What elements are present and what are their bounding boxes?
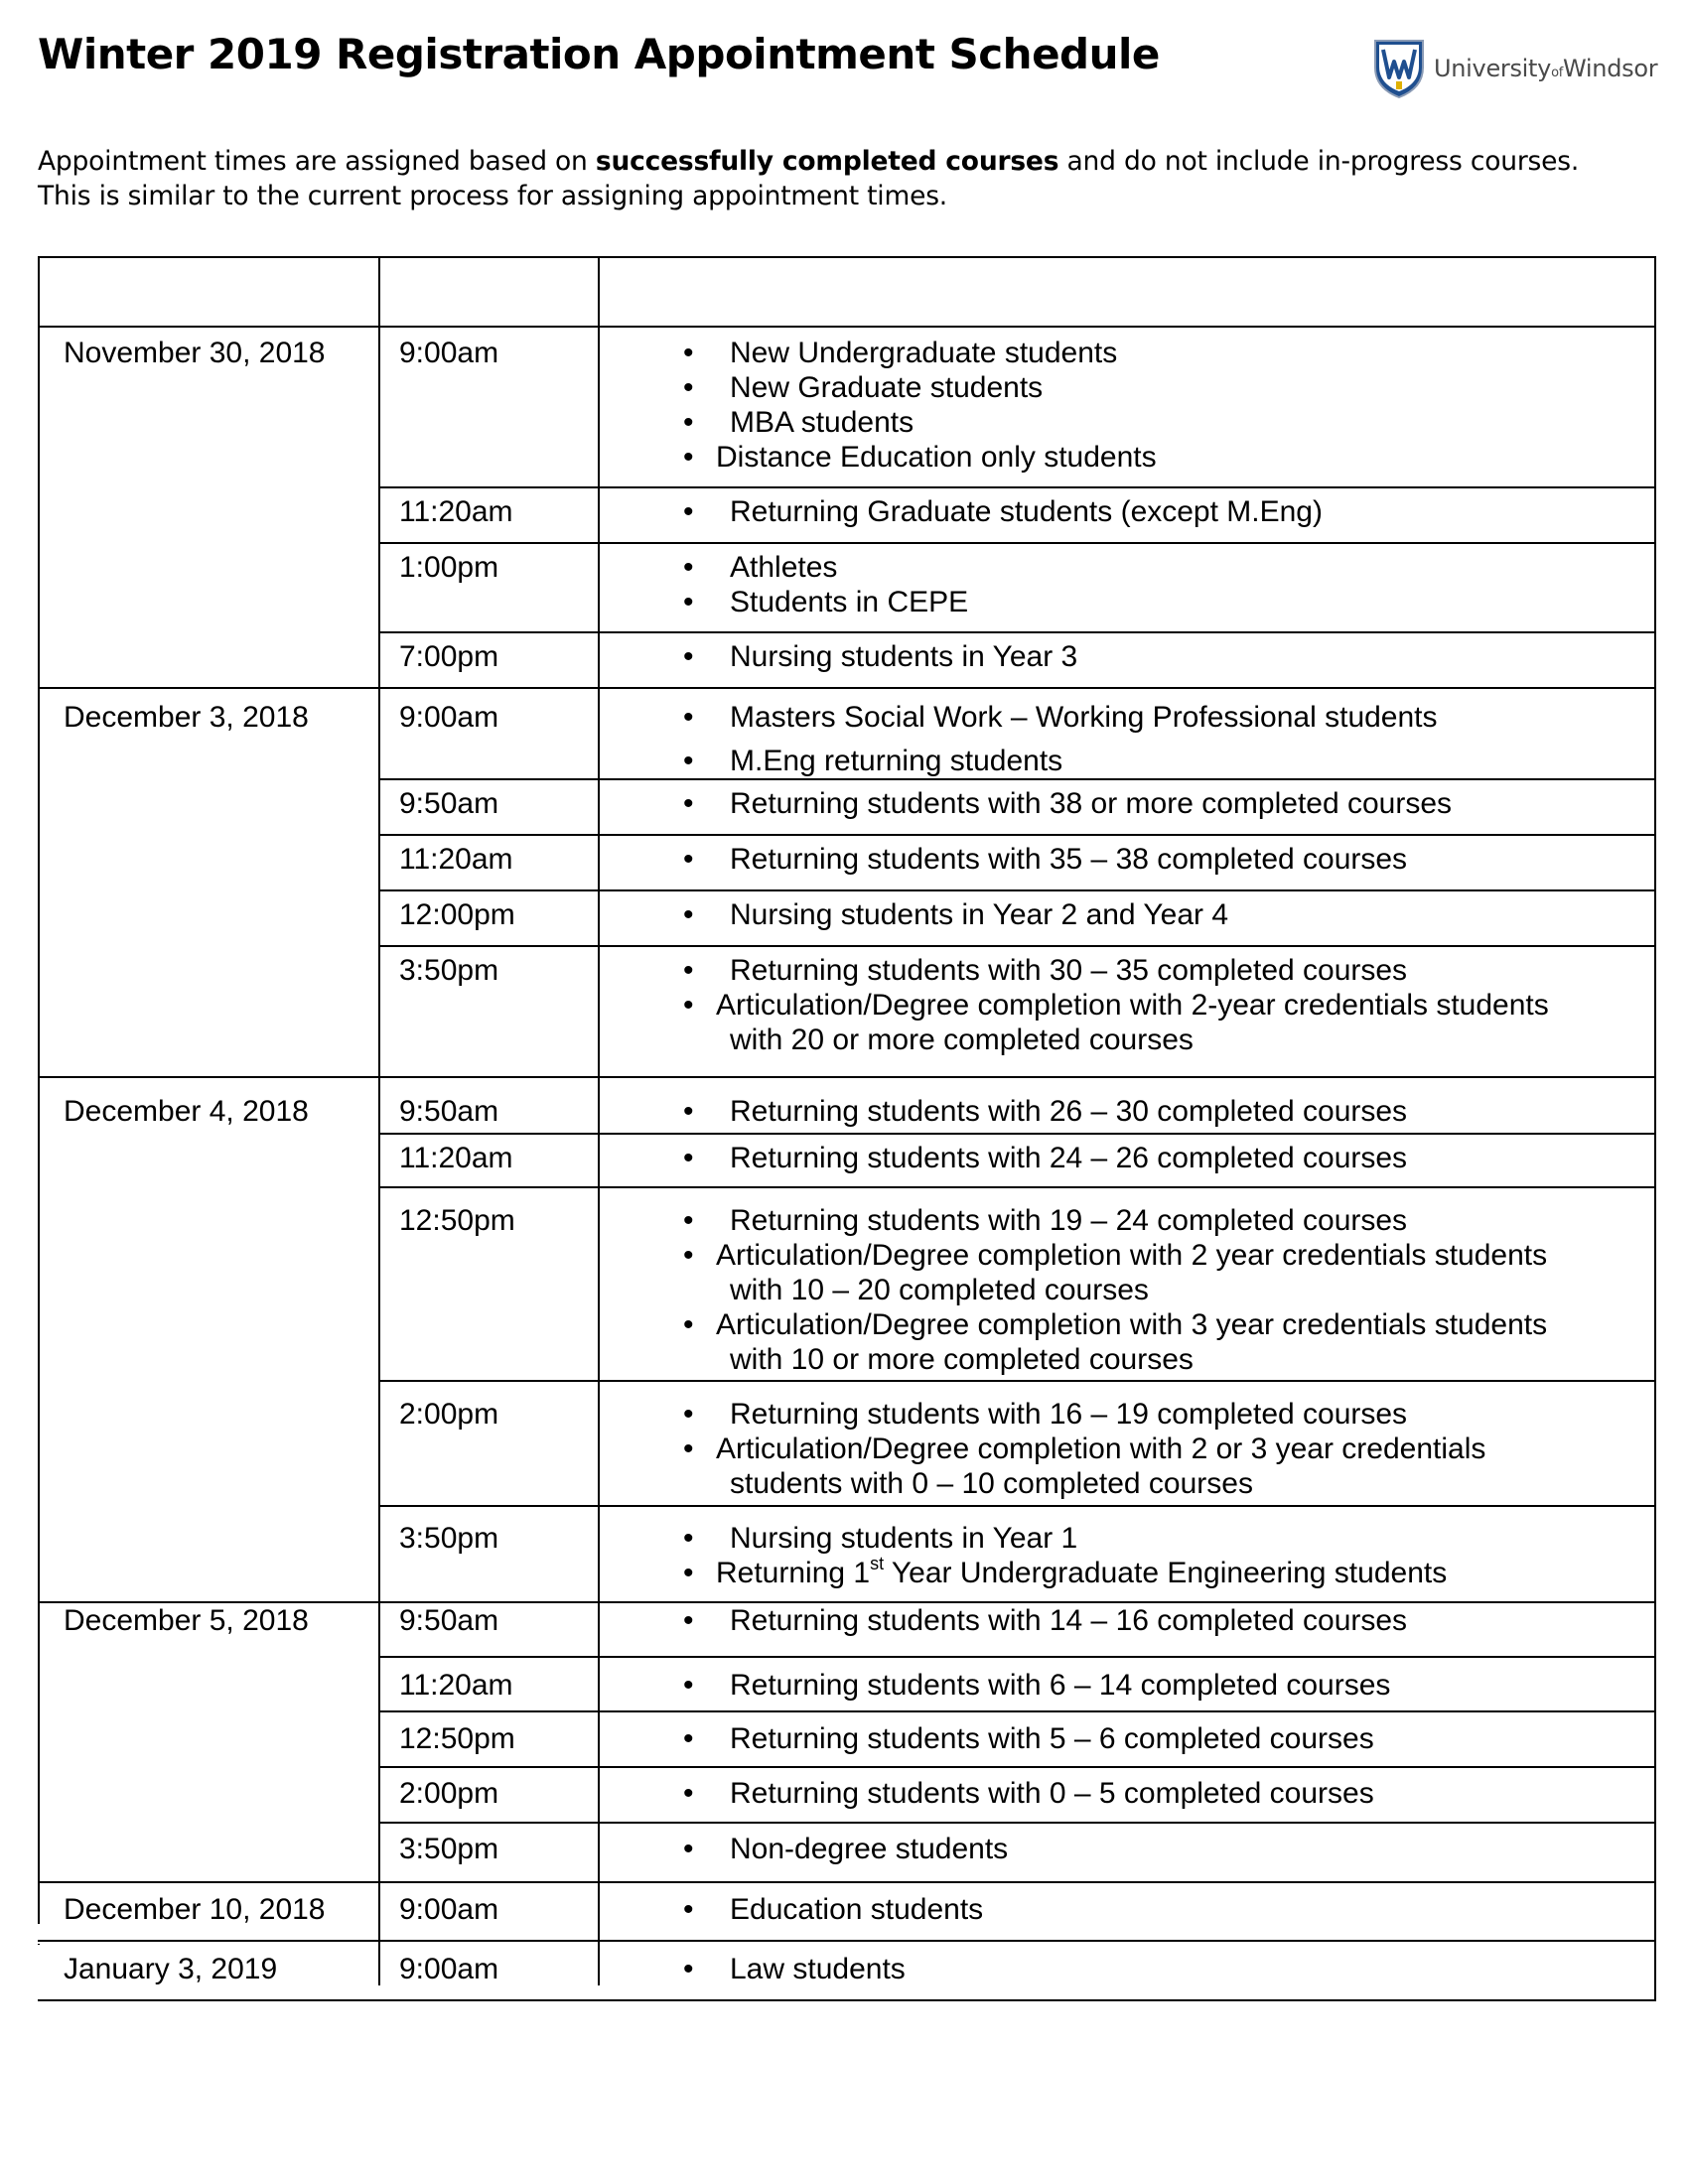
list-item: • Athletes: [683, 550, 968, 585]
row-divider: [378, 945, 1656, 947]
time-cell: 9:00am: [399, 337, 499, 369]
student-group-list: [683, 550, 968, 619]
row-divider: [378, 834, 1656, 836]
time-cell: 11:20am: [399, 495, 513, 528]
row-divider: [378, 1380, 1656, 1382]
logo-wordmark: UniversityofWindsor: [1434, 55, 1658, 82]
time-cell: 3:50pm: [399, 1522, 499, 1555]
list-item: • Returning 1st Year Undergraduate Engineering students: [683, 1556, 1447, 1590]
day-divider: [38, 1881, 1656, 1883]
time-cell: 2:00pm: [399, 1777, 499, 1810]
list-item: • Law students: [683, 1952, 906, 1986]
list-item: • Returning students with 19 – 24 completed courses: [683, 1203, 1547, 1238]
list-item: • M.Eng returning students: [683, 744, 1438, 778]
time-cell: 12:50pm: [399, 1204, 515, 1237]
list-item: • Articulation/Degree completion with 2-year credentials students with 20 or more completed courses: [683, 988, 1549, 1057]
day-divider: [38, 687, 1656, 689]
list-item: • Students in CEPE: [683, 585, 968, 619]
row-divider: [378, 778, 1656, 780]
row-divider: [378, 1656, 1656, 1658]
list-item: • Education students: [683, 1892, 983, 1927]
row-divider: [378, 1710, 1656, 1712]
time-cell: 1:00pm: [399, 551, 499, 584]
student-group-list: [683, 1094, 1407, 1129]
list-item: • New Undergraduate students: [683, 336, 1157, 370]
time-cell: 9:00am: [399, 1893, 499, 1926]
list-item: • MBA students: [683, 405, 1157, 440]
student-group-list: [683, 897, 1228, 932]
date-time-divider: [378, 256, 380, 1985]
time-cell: 9:00am: [399, 701, 499, 734]
student-group-list: [683, 1892, 983, 1927]
student-group-list: [683, 842, 1407, 877]
table-border-right: [1654, 256, 1656, 2001]
student-group-list: [683, 1952, 906, 1986]
row-divider: [378, 1505, 1656, 1507]
list-item: • Returning students with 38 or more completed courses: [683, 786, 1452, 821]
list-item: • Returning students with 30 – 35 completed courses: [683, 953, 1549, 988]
list-item: • Returning students with 5 – 6 completed courses: [683, 1721, 1374, 1756]
list-item: • Returning students with 16 – 19 completed courses: [683, 1397, 1485, 1432]
time-cell: 9:00am: [399, 1953, 499, 1985]
date-cell: December 4, 2018: [64, 1095, 309, 1128]
time-cell: 9:50am: [399, 1095, 499, 1128]
student-group-list: [683, 494, 1323, 529]
time-cell: 11:20am: [399, 1669, 513, 1702]
header-row-border: [38, 326, 1656, 328]
list-item: • Returning students with 6 – 14 completed courses: [683, 1668, 1390, 1703]
student-group-list: [683, 1203, 1547, 1377]
row-divider: [378, 631, 1656, 633]
list-item: • Articulation/Degree completion with 3 year credentials students with 10 or more completed courses: [683, 1307, 1547, 1377]
student-group-list: [683, 1832, 1008, 1866]
student-group-list: [683, 1668, 1390, 1703]
date-cell: December 5, 2018: [64, 1604, 309, 1637]
row-divider: [378, 1133, 1656, 1135]
time-cell: 11:20am: [399, 1142, 513, 1174]
list-item: • Nursing students in Year 3: [683, 639, 1077, 674]
list-item: • Returning Graduate students (except M.Eng): [683, 494, 1323, 529]
table-border-bottom: [38, 1999, 1656, 2001]
student-group-list: [683, 786, 1452, 821]
list-item: • Distance Education only students: [683, 440, 1157, 475]
day-divider: [38, 1076, 1656, 1078]
list-item: • Non-degree students: [683, 1832, 1008, 1866]
student-group-list: [683, 1603, 1407, 1638]
time-cell: 2:00pm: [399, 1398, 499, 1431]
list-item: • Nursing students in Year 2 and Year 4: [683, 897, 1228, 932]
date-cell: January 3, 2019: [64, 1953, 278, 1985]
date-cell: December 10, 2018: [64, 1893, 326, 1926]
intro-emphasis: successfully completed courses: [595, 146, 1059, 177]
student-group-list: [683, 953, 1549, 1057]
table-border-left: [38, 256, 40, 1924]
time-activity-divider: [598, 256, 600, 1985]
page-title: Winter 2019 Registration Appointment Schedule: [38, 30, 1160, 78]
list-item: • Returning students with 26 – 30 completed courses: [683, 1094, 1407, 1129]
student-group-list: [683, 336, 1157, 475]
table-border-left: [38, 1944, 40, 1945]
schedule-table: [38, 256, 1656, 2001]
row-divider: [378, 1766, 1656, 1768]
time-cell: 3:50pm: [399, 954, 499, 987]
day-divider: [38, 1940, 1656, 1942]
row-divider: [378, 542, 1656, 544]
time-cell: 7:00pm: [399, 640, 499, 673]
row-divider: [378, 889, 1656, 891]
row-divider: [378, 486, 1656, 488]
row-divider: [378, 1186, 1656, 1188]
date-cell: December 3, 2018: [64, 701, 309, 734]
list-item: • Returning students with 0 – 5 completed courses: [683, 1776, 1374, 1811]
time-cell: 9:50am: [399, 787, 499, 820]
list-item: • Returning students with 35 – 38 completed courses: [683, 842, 1407, 877]
shield-icon: [1372, 38, 1426, 99]
row-divider: [378, 1822, 1656, 1824]
student-group-list: [683, 1141, 1407, 1175]
time-cell: 12:50pm: [399, 1722, 515, 1755]
time-cell: 11:20am: [399, 843, 513, 876]
university-logo: [1372, 38, 1657, 99]
list-item: • Returning students with 14 – 16 completed courses: [683, 1603, 1407, 1638]
student-group-list: [683, 700, 1438, 778]
student-group-list: [683, 1397, 1485, 1501]
intro-paragraph: Appointment times are assigned based on successfully completed courses and do not include in-progress courses. This is similar to the current process for assigning appointment times.: [38, 146, 1580, 211]
student-group-list: [683, 1776, 1374, 1811]
student-group-list: [683, 1521, 1447, 1590]
list-item: • Nursing students in Year 1: [683, 1521, 1447, 1556]
time-cell: 3:50pm: [399, 1833, 499, 1865]
list-item: • Returning students with 24 – 26 completed courses: [683, 1141, 1407, 1175]
list-item: • Articulation/Degree completion with 2 year credentials students with 10 – 20 completed courses: [683, 1238, 1547, 1307]
list-item: • New Graduate students: [683, 370, 1157, 405]
list-item: • Masters Social Work – Working Professional students: [683, 700, 1438, 735]
date-cell: November 30, 2018: [64, 337, 326, 369]
student-group-list: [683, 1721, 1374, 1756]
student-group-list: [683, 639, 1077, 674]
list-item: • Articulation/Degree completion with 2 or 3 year credentials students with 0 – 10 completed courses: [683, 1432, 1485, 1501]
time-cell: 9:50am: [399, 1604, 499, 1637]
table-border-top: [38, 256, 1656, 258]
time-cell: 12:00pm: [399, 898, 515, 931]
